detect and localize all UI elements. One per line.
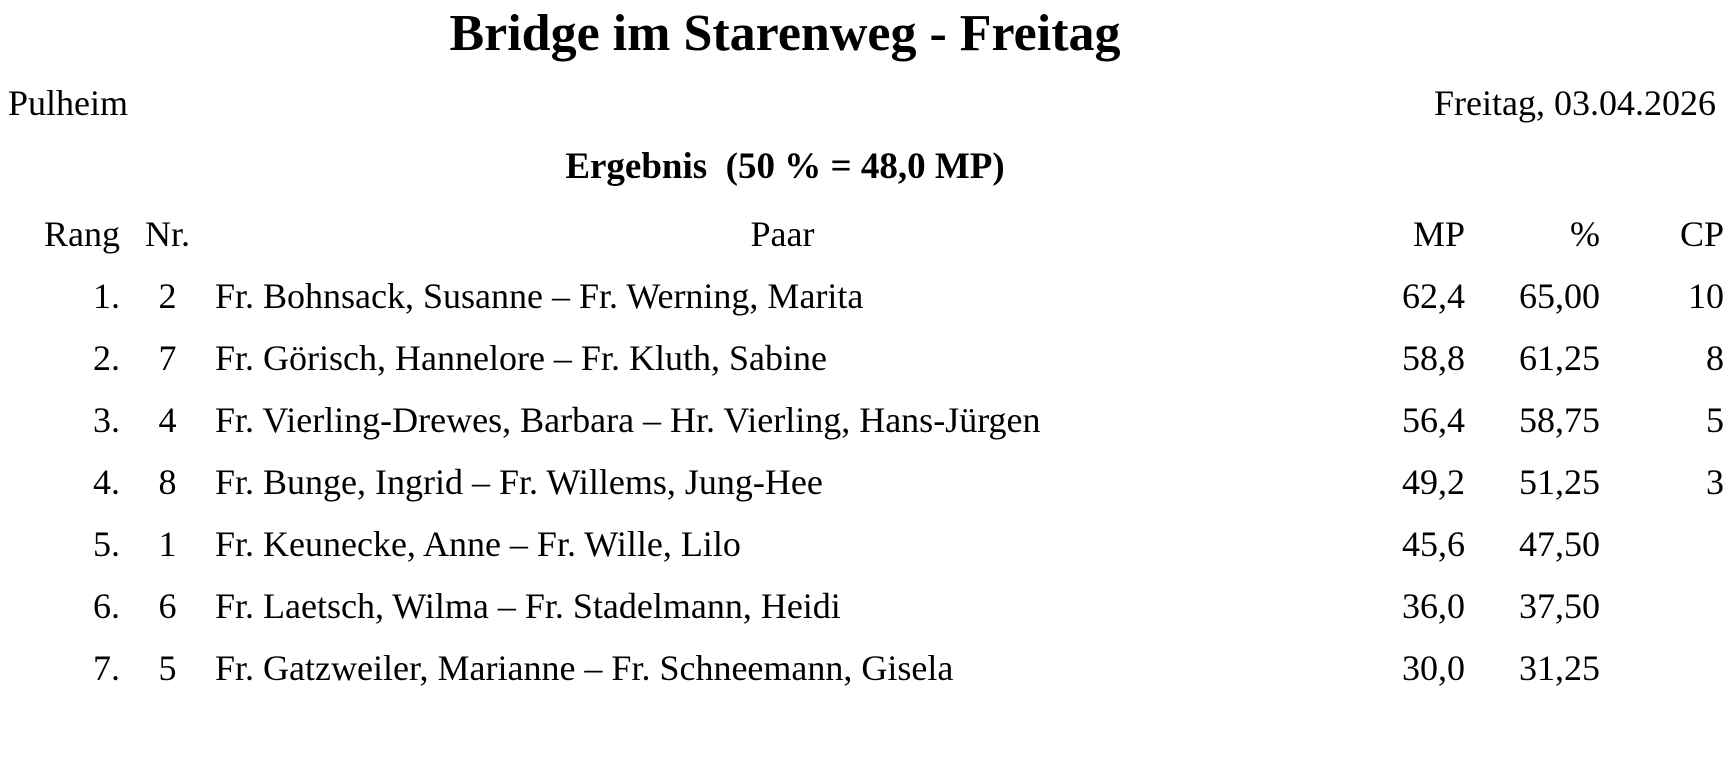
pair-cell: Fr. Bunge, Ingrid – Fr. Willems, Jung-Hee [215,462,823,503]
mp-cell: 36,0 [1402,586,1465,627]
rank-cell: 4. [93,462,120,503]
table-row [0,575,1724,637]
pct-cell: 47,50 [1519,524,1600,565]
mp-cell: 45,6 [1402,524,1465,565]
column-header-nr: Nr. [145,214,190,255]
cp-cell: 10 [1688,276,1724,317]
rank-cell: 3. [93,400,120,441]
pct-cell: 61,25 [1519,338,1600,379]
column-header-rank: Rang [44,214,120,255]
nr-cell: 4 [158,400,177,441]
table-row [0,327,1724,389]
nr-cell: 6 [158,586,177,627]
table-header-row [0,203,1724,265]
cp-cell [1600,575,1724,637]
pair-cell: Fr. Bohnsack, Susanne – Fr. Werning, Marita [215,276,864,317]
column-header-cp: CP [1679,214,1724,255]
result-subtitle: Ergebnis (50 % = 48,0 MP) [565,145,1005,187]
nr-cell: 8 [158,462,177,503]
column-header-mp: MP [1412,214,1465,255]
rank-cell: 6. [93,586,120,627]
mp-cell: 56,4 [1402,400,1465,441]
pair-cell: Fr. Keunecke, Anne – Fr. Wille, Lilo [215,524,741,565]
nr-cell: 1 [158,524,177,565]
nr-cell: 2 [158,276,177,317]
mp-cell: 49,2 [1402,462,1465,503]
meta-row [0,82,1724,125]
cp-cell: 3 [1706,462,1724,503]
results-table [0,203,1724,699]
rank-cell: 2. [93,338,120,379]
pair-cell: Fr. Vierling-Drewes, Barbara – Hr. Vierling, Hans-Jürgen [215,400,1041,441]
cp-cell: 8 [1706,338,1724,379]
pair-cell: Fr. Laetsch, Wilma – Fr. Stadelmann, Heidi [215,586,841,627]
pct-cell: 37,50 [1519,586,1600,627]
rank-cell: 5. [93,524,120,565]
cp-cell: 5 [1706,400,1724,441]
column-header-pct: % [1570,214,1600,255]
pair-cell: Fr. Gatzweiler, Marianne – Fr. Schneemann, Gisela [215,648,954,689]
column-header-pair: Paar [750,214,815,255]
table-row [0,513,1724,575]
table-row [0,265,1724,327]
cp-cell [1600,513,1724,575]
mp-cell: 30,0 [1402,648,1465,689]
rank-cell: 1. [93,276,120,317]
pct-cell: 65,00 [1519,276,1600,317]
mp-cell: 58,8 [1402,338,1465,379]
rank-cell: 7. [93,648,120,689]
table-row [0,389,1724,451]
table-row [0,637,1724,699]
pct-cell: 51,25 [1519,462,1600,503]
nr-cell: 7 [158,338,177,379]
table-row [0,451,1724,513]
pct-cell: 31,25 [1519,648,1600,689]
date-label: Freitag, 03.04.2026 [1434,82,1716,123]
location-label: Pulheim [8,82,129,123]
nr-cell: 5 [158,648,177,689]
pair-cell: Fr. Görisch, Hannelore – Fr. Kluth, Sabine [215,338,827,379]
cp-cell [1600,637,1724,699]
mp-cell: 62,4 [1402,276,1465,317]
pct-cell: 58,75 [1519,400,1600,441]
page-title: Bridge im Starenweg - Freitag [449,5,1121,62]
